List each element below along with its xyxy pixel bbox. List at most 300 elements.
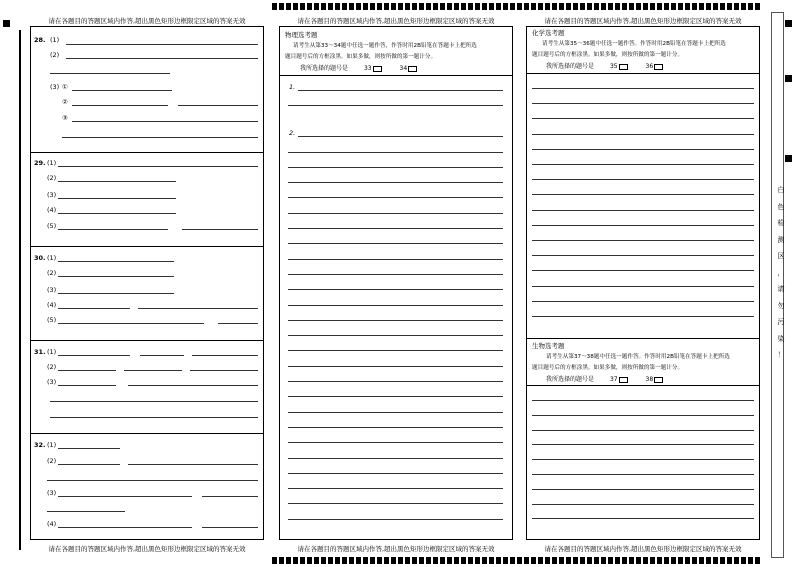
timing-mark [594, 557, 599, 564]
timing-mark [510, 557, 515, 564]
q28-part1-answer-line[interactable] [66, 44, 258, 45]
timing-mark [538, 557, 543, 564]
timing-mark [552, 3, 557, 10]
physics-ruled-line[interactable] [288, 335, 503, 336]
q28-part3-answer-line2b[interactable] [178, 105, 258, 106]
biology-option-37: 37 [609, 376, 618, 383]
biology-ruled-line[interactable] [532, 415, 754, 416]
chemistry-ruled-line[interactable] [532, 301, 754, 302]
physics-ruled-line[interactable] [298, 90, 503, 91]
chemistry-ruled-line[interactable] [532, 164, 754, 165]
timing-mark [741, 3, 746, 10]
timing-mark [433, 3, 438, 10]
column2-top-notice: 请在各题目的答题区域内作答,超出黑色矩形边框限定区域的答案无效 [297, 17, 495, 25]
physics-instruction-2: 题目题号后的方框涂黑。如果多做，则按所做的第一题计分。 [285, 54, 437, 60]
physics-ruled-line[interactable] [288, 167, 503, 168]
chemistry-option-35-box[interactable] [619, 64, 628, 70]
q28-part3-answer-line3a[interactable] [72, 121, 258, 122]
timing-mark [531, 3, 536, 10]
q31-part2-label: (2) [47, 363, 57, 371]
timing-mark [335, 3, 340, 10]
timing-mark [496, 3, 501, 10]
timing-mark [419, 3, 424, 10]
timing-mark [720, 3, 725, 10]
timing-mark [356, 3, 361, 10]
timing-mark [342, 3, 347, 10]
q29-part3-label: (3) [47, 191, 57, 199]
q31-part1-label: (1) [47, 348, 57, 356]
timing-mark [349, 3, 354, 10]
q30-part5-answer-line-b[interactable] [218, 323, 258, 324]
biology-ruled-line[interactable] [532, 444, 754, 445]
timing-mark [398, 557, 403, 564]
physics-ruled-line[interactable] [288, 458, 503, 459]
timing-mark [734, 557, 739, 564]
chemistry-ruled-line[interactable] [532, 179, 754, 180]
timing-mark [447, 557, 452, 564]
timing-marks-top [272, 3, 760, 10]
timing-mark [279, 3, 284, 10]
side-text-char: 区 [777, 252, 785, 260]
timing-mark [671, 3, 676, 10]
white-detection-label [775, 182, 787, 364]
timing-mark [293, 557, 298, 564]
timing-mark [650, 557, 655, 564]
biology-choice-label: 我所选择的题号是 [546, 376, 595, 383]
timing-mark [699, 3, 704, 10]
timing-mark [461, 3, 466, 10]
physics-ruled-line[interactable] [288, 519, 503, 520]
q31-part1-answer-line-a[interactable] [58, 355, 130, 356]
chemistry-instruction-2: 题目题号后的方框涂黑。如果多做，则按所做的第一题计分。 [532, 52, 684, 58]
timing-mark [678, 557, 683, 564]
q30-part4-answer-line-b[interactable] [138, 308, 258, 309]
q28-part3-circle2: ② [62, 98, 68, 106]
left-binding-line [19, 30, 21, 550]
chemistry-ruled-line[interactable] [532, 103, 754, 104]
chemistry-ruled-line[interactable] [532, 286, 754, 287]
chemistry-ruled-line[interactable] [532, 149, 754, 150]
timing-mark [594, 3, 599, 10]
q31-part3-answer-line-b[interactable] [128, 385, 258, 386]
corner-mark-right-2 [785, 75, 792, 82]
timing-mark [314, 557, 319, 564]
timing-mark [685, 557, 690, 564]
q32-part2-answer-line-b[interactable] [128, 464, 258, 465]
timing-mark [307, 557, 312, 564]
timing-mark [531, 557, 536, 564]
timing-mark [748, 3, 753, 10]
chemistry-choice-label: 我所选择的题号是 [546, 63, 595, 70]
timing-mark [405, 3, 410, 10]
timing-mark [454, 3, 459, 10]
q29-part5-answer-line-b[interactable] [182, 229, 258, 230]
biology-ruled-line[interactable] [532, 504, 754, 505]
timing-mark [608, 557, 613, 564]
timing-mark [440, 3, 445, 10]
q32-part2-answer-line-c[interactable] [47, 480, 258, 481]
biology-ruled-line[interactable] [532, 518, 754, 519]
timing-mark [475, 557, 480, 564]
physics-ruled-line[interactable] [288, 396, 503, 397]
timing-mark [671, 557, 676, 564]
q32-part1-label: (1) [47, 441, 57, 449]
timing-mark [664, 3, 669, 10]
timing-mark [300, 3, 305, 10]
q31-part3-label: (3) [47, 378, 57, 386]
biology-ruled-line[interactable] [532, 400, 754, 401]
q29-number: 29. [34, 159, 46, 167]
side-text-char: ！ [777, 351, 785, 359]
timing-mark [657, 3, 662, 10]
q31-part2-answer-line-b[interactable] [124, 370, 182, 371]
timing-mark [608, 3, 613, 10]
column2-bottom-notice: 请在各题目的答题区域内作答,超出黑色矩形边框限定区域的答案无效 [297, 545, 495, 553]
divider-31-32 [30, 433, 264, 434]
q31-part1-answer-line-b[interactable] [140, 355, 184, 356]
chemistry-ruled-line[interactable] [532, 118, 754, 119]
biology-option-37-box[interactable] [619, 377, 628, 383]
side-text-char: 色 [777, 202, 785, 211]
physics-ruled-line[interactable] [288, 182, 503, 183]
q29-part5-label: (5) [47, 222, 57, 230]
timing-mark [335, 557, 340, 564]
q32-part1-answer-line[interactable] [58, 448, 120, 449]
timing-mark [482, 3, 487, 10]
q29-part1-answer-line[interactable] [58, 166, 258, 167]
physics-option-34-box[interactable] [408, 66, 417, 72]
chemistry-choice-row [546, 61, 663, 70]
timing-mark [272, 557, 277, 564]
timing-mark [545, 3, 550, 10]
physics-ruled-line[interactable] [288, 105, 503, 106]
timing-mark [685, 3, 690, 10]
chemistry-ruled-line[interactable] [532, 210, 754, 211]
chemistry-title: 化学选考题 [532, 29, 565, 37]
timing-mark [643, 557, 648, 564]
timing-mark [426, 557, 431, 564]
side-text-char: 白 [777, 186, 785, 194]
timing-mark [342, 557, 347, 564]
q32-part2-answer-line-a[interactable] [58, 464, 120, 465]
timing-mark [398, 3, 403, 10]
q32-part2-label: (2) [47, 457, 57, 465]
timing-mark [468, 3, 473, 10]
timing-mark [727, 3, 732, 10]
q30-part5-answer-line-a[interactable] [58, 323, 204, 324]
timing-mark [328, 3, 333, 10]
q29-part5-answer-line-a[interactable] [58, 229, 168, 230]
q30-part1-answer-line[interactable] [58, 261, 174, 262]
timing-mark [461, 557, 466, 564]
q32-number: 32. [34, 441, 46, 449]
q28-part3-answer-line2a[interactable] [72, 105, 168, 106]
physics-ruled-line[interactable] [288, 289, 503, 290]
timing-mark [755, 557, 760, 564]
biology-ruled-line[interactable] [532, 459, 754, 460]
q31-part3-answer-line-a[interactable] [58, 385, 116, 386]
timing-mark [503, 3, 508, 10]
timing-mark [293, 3, 298, 10]
timing-mark [713, 557, 718, 564]
timing-mark [433, 557, 438, 564]
timing-mark [629, 3, 634, 10]
timing-mark [517, 3, 522, 10]
column1-top-notice: 请在各题目的答题区域内作答,超出黑色矩形边框限定区域的答案无效 [48, 17, 246, 25]
q28-part1-label: (1) [50, 36, 60, 44]
timing-mark [482, 557, 487, 564]
chemistry-ruled-line[interactable] [532, 316, 754, 317]
physics-ruled-line[interactable] [288, 381, 503, 382]
timing-mark [370, 3, 375, 10]
corner-mark-right-3 [785, 155, 792, 162]
timing-mark [636, 3, 641, 10]
divider-30-31 [30, 340, 264, 341]
timing-mark [566, 557, 571, 564]
divider-29-30 [30, 246, 264, 247]
q31-part2-answer-line-c[interactable] [190, 370, 258, 371]
side-text-char: 染 [777, 334, 785, 343]
q31-part1-answer-line-c[interactable] [192, 355, 258, 356]
q30-part3-answer-line[interactable] [58, 293, 174, 294]
timing-mark [286, 3, 291, 10]
q28-part3-circle1: ① [62, 83, 68, 91]
q28-part3-label: (3) [50, 83, 60, 91]
chemistry-biology-divider [526, 338, 760, 339]
chemistry-instruction-1: 请考生从第35～36题中任选一题作答。作答时用2B铅笔在答题卡上把所选 [542, 41, 726, 47]
timing-mark [496, 557, 501, 564]
timing-mark [636, 557, 641, 564]
timing-mark [307, 3, 312, 10]
timing-mark [363, 3, 368, 10]
biology-ruled-line[interactable] [532, 430, 754, 431]
q31-part3-answer-line-c[interactable] [50, 401, 258, 402]
biology-ruled-line[interactable] [532, 474, 754, 475]
side-text-char: 检 [777, 219, 785, 227]
chemistry-ruled-line[interactable] [532, 134, 754, 135]
chemistry-option-35: 35 [609, 63, 618, 70]
physics-option-33: 33 [363, 65, 372, 72]
timing-mark [706, 557, 711, 564]
timing-mark [405, 557, 410, 564]
timing-mark [377, 557, 382, 564]
physics-ruled-line[interactable] [288, 412, 503, 413]
physics-ruled-line[interactable] [288, 473, 503, 474]
physics-ruled-line[interactable] [288, 320, 503, 321]
timing-mark [741, 557, 746, 564]
q30-part4-label: (4) [47, 301, 57, 309]
q30-number: 30. [34, 254, 46, 262]
q29-part2-label: (2) [47, 174, 57, 182]
physics-choice-label: 我所选择的题号是 [300, 65, 349, 72]
timing-mark [517, 557, 522, 564]
chemistry-ruled-line[interactable] [532, 240, 754, 241]
q30-part2-label: (2) [47, 269, 57, 277]
physics-ruled-line[interactable] [288, 197, 503, 198]
q30-part5-label: (5) [47, 316, 57, 324]
timing-mark [615, 3, 620, 10]
q29-part1-label: (1) [47, 159, 57, 167]
biology-option-38-box[interactable] [654, 377, 663, 383]
timing-mark [440, 557, 445, 564]
timing-mark [713, 3, 718, 10]
timing-mark [300, 557, 305, 564]
physics-ruled-line[interactable] [288, 305, 503, 306]
timing-mark [321, 3, 326, 10]
timing-mark [734, 3, 739, 10]
physics-ruled-line[interactable] [288, 350, 503, 351]
q32-part4-answer-line-b[interactable] [202, 527, 258, 528]
chemistry-option-36: 36 [645, 63, 654, 70]
timing-marks-bottom [272, 557, 760, 564]
physics-title: 物理选考题 [285, 31, 318, 39]
physics-ruled-line[interactable] [288, 259, 503, 260]
physics-answer-2-label: 2. [289, 129, 296, 137]
q28-part2-answer-line-b[interactable] [50, 73, 170, 74]
q31-part3-answer-line-d[interactable] [50, 417, 258, 418]
physics-option-34: 34 [399, 65, 408, 72]
physics-ruled-line[interactable] [288, 243, 503, 244]
physics-instruction-1: 请考生从第33～34题中任选一题作答，作答时用2B铅笔在答题卡上把所选 [293, 43, 477, 49]
q30-part3-label: (3) [47, 286, 57, 294]
physics-ruled-line[interactable] [288, 366, 503, 367]
timing-mark [489, 557, 494, 564]
physics-ruled-line[interactable] [288, 152, 503, 153]
timing-mark [279, 557, 284, 564]
q32-part3-answer-line-a[interactable] [58, 496, 192, 497]
chemistry-ruled-line[interactable] [532, 255, 754, 256]
timing-mark [622, 3, 627, 10]
timing-mark [559, 557, 564, 564]
timing-mark [314, 3, 319, 10]
chemistry-ruled-line[interactable] [532, 225, 754, 226]
timing-mark [720, 557, 725, 564]
timing-mark [678, 3, 683, 10]
timing-mark [580, 557, 585, 564]
q30-part4-answer-line-a[interactable] [58, 308, 130, 309]
timing-mark [489, 3, 494, 10]
q28-part2-answer-line-a[interactable] [66, 58, 258, 59]
timing-mark [755, 3, 760, 10]
timing-mark [748, 557, 753, 564]
timing-mark [587, 3, 592, 10]
timing-mark [587, 557, 592, 564]
timing-mark [622, 557, 627, 564]
chemistry-option-36-box[interactable] [654, 64, 663, 70]
timing-mark [356, 557, 361, 564]
timing-mark [552, 557, 557, 564]
chemistry-ruled-line[interactable] [532, 194, 754, 195]
side-text-char: 请 [777, 285, 785, 293]
physics-ruled-line[interactable] [298, 136, 503, 137]
timing-mark [377, 3, 382, 10]
timing-mark [650, 3, 655, 10]
timing-mark [692, 557, 697, 564]
timing-mark [545, 557, 550, 564]
timing-mark [629, 557, 634, 564]
q31-number: 31. [34, 348, 46, 356]
physics-ruled-line[interactable] [288, 503, 503, 504]
q30-part2-answer-line[interactable] [58, 276, 174, 277]
q29-part2-answer-line[interactable] [58, 181, 176, 182]
q28-part3-answer-line1[interactable] [72, 90, 172, 91]
timing-mark [566, 3, 571, 10]
q28-part3-circle3: ③ [62, 114, 68, 122]
timing-mark [328, 557, 333, 564]
q30-part1-label: (1) [47, 254, 57, 262]
timing-mark [349, 557, 354, 564]
q28-part3-answer-line3b[interactable] [62, 137, 258, 138]
chemistry-header-divider [526, 73, 760, 74]
q32-part3-answer-line-c[interactable] [47, 511, 125, 512]
q32-part3-answer-line-b[interactable] [202, 496, 258, 497]
timing-mark [601, 3, 606, 10]
physics-ruled-line[interactable] [288, 442, 503, 443]
timing-mark [664, 557, 669, 564]
biology-header-divider [526, 385, 760, 386]
chemistry-ruled-line[interactable] [532, 270, 754, 271]
timing-mark [538, 3, 543, 10]
side-text-char: 测 [777, 235, 785, 244]
q29-part4-answer-line[interactable] [58, 213, 176, 214]
timing-mark [412, 3, 417, 10]
column3-bottom-notice: 请在各题目的答题区域内作答,超出黑色矩形边框限定区域的答案无效 [544, 545, 742, 553]
biology-choice-row [546, 374, 663, 383]
physics-answer-1-label: 1. [289, 83, 296, 91]
column2-answer-frame [279, 26, 513, 540]
timing-mark [727, 557, 732, 564]
q29-part4-label: (4) [47, 206, 57, 214]
timing-mark [657, 557, 662, 564]
side-text-char: ， [777, 268, 785, 277]
column1-bottom-notice: 请在各题目的答题区域内作答,超出黑色矩形边框限定区域的答案无效 [48, 545, 246, 553]
side-text-char: 勿 [777, 301, 785, 310]
timing-mark [412, 557, 417, 564]
timing-mark [321, 557, 326, 564]
physics-option-33-box[interactable] [373, 66, 382, 72]
timing-mark [391, 557, 396, 564]
timing-mark [580, 3, 585, 10]
timing-mark [601, 557, 606, 564]
timing-mark [615, 557, 620, 564]
q29-part3-answer-line[interactable] [58, 198, 176, 199]
q32-part4-label: (4) [47, 520, 57, 528]
timing-mark [272, 3, 277, 10]
q32-part3-label: (3) [47, 489, 57, 497]
timing-mark [391, 3, 396, 10]
biology-title: 生物选考题 [532, 342, 565, 350]
physics-ruled-line[interactable] [288, 427, 503, 428]
timing-mark [559, 3, 564, 10]
timing-mark [363, 557, 368, 564]
physics-ruled-line[interactable] [288, 213, 503, 214]
q32-part4-answer-line-a[interactable] [58, 527, 192, 528]
timing-mark [503, 557, 508, 564]
timing-mark [419, 557, 424, 564]
q31-part2-answer-line-a[interactable] [58, 370, 116, 371]
physics-ruled-line[interactable] [288, 274, 503, 275]
timing-mark [454, 557, 459, 564]
q28-part2-label: (2) [50, 51, 60, 59]
timing-mark [573, 557, 578, 564]
timing-mark [573, 3, 578, 10]
physics-ruled-line[interactable] [288, 228, 503, 229]
timing-mark [699, 557, 704, 564]
timing-mark [643, 3, 648, 10]
physics-ruled-line[interactable] [288, 488, 503, 489]
chemistry-ruled-line[interactable] [532, 88, 754, 89]
biology-ruled-line[interactable] [532, 489, 754, 490]
